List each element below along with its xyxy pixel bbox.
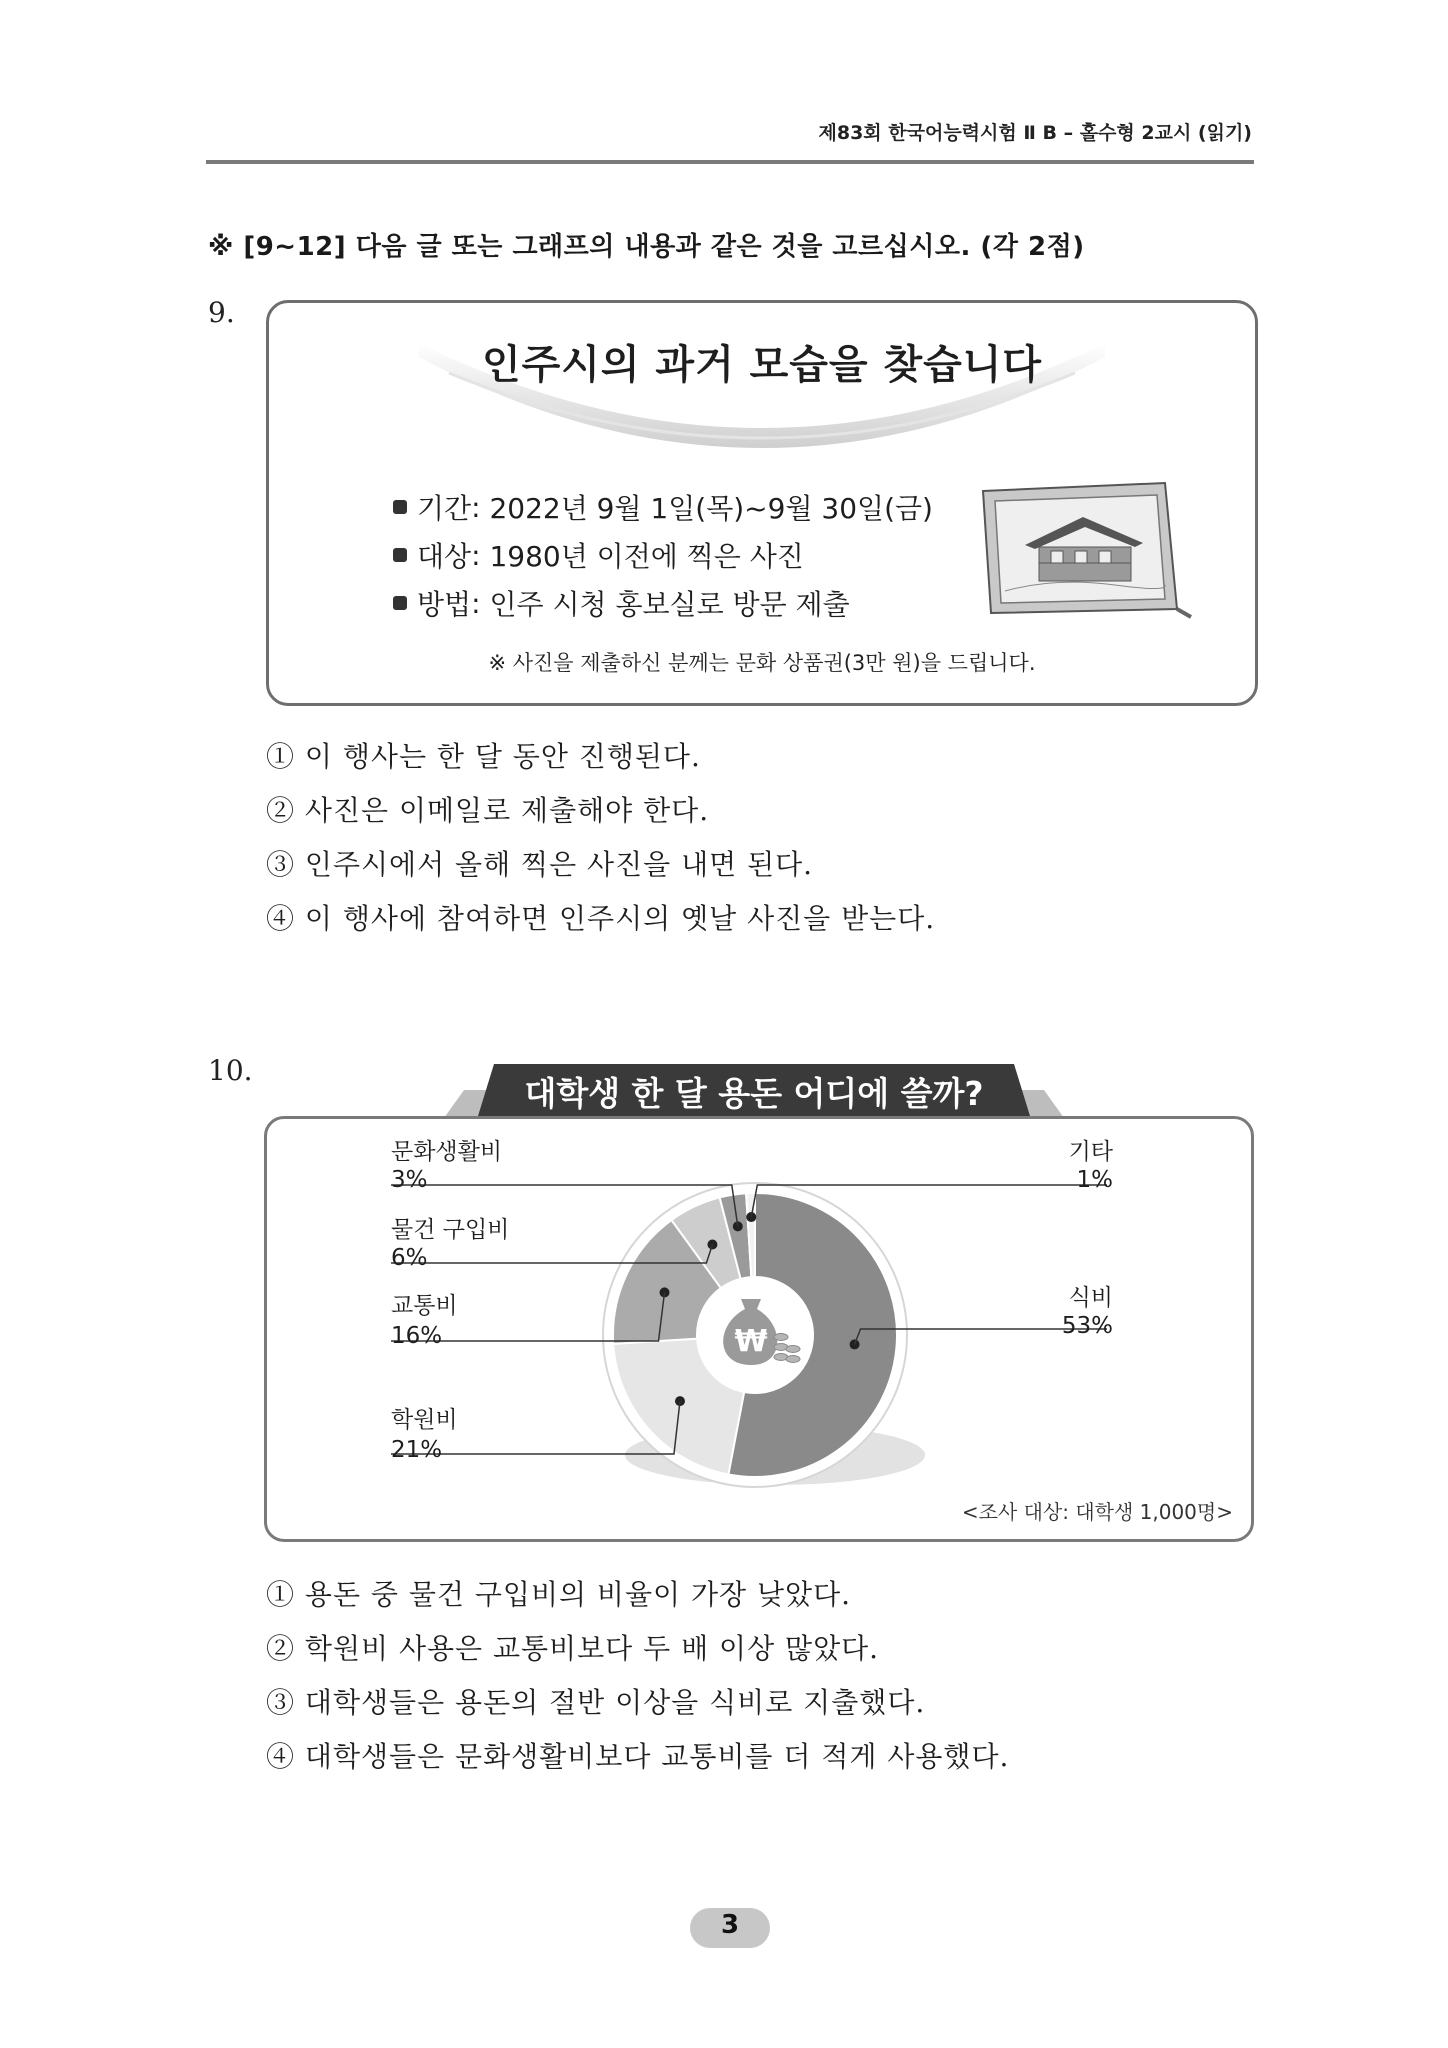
chart-panel: [264, 1116, 1254, 1542]
answer-option[interactable]: ④ 이 행사에 참여하면 인주시의 옛날 사진을 받는다.: [266, 902, 936, 935]
poster-item-label: 기간: [417, 492, 472, 525]
poster-item-value: 인주 시청 홍보실로 방문 제출: [489, 588, 850, 621]
slice-label-percent: 3%: [391, 1167, 428, 1193]
q10-options: [266, 1568, 1009, 1784]
header-divider: [206, 160, 1254, 164]
q9-options: [266, 730, 935, 946]
bullet-icon: [393, 596, 407, 610]
poster-details: [393, 483, 933, 627]
answer-option[interactable]: ③ 인주시에서 올해 찍은 사진을 내면 된다.: [266, 848, 814, 881]
slice-label-name: 물건 구입비: [391, 1217, 510, 1243]
slice-label-percent: 1%: [1076, 1167, 1113, 1193]
answer-option[interactable]: ④ 대학생들은 문화생활비보다 교통비를 더 적게 사용했다.: [266, 1740, 1010, 1773]
leader-dot-0: [850, 1339, 860, 1349]
question-9-number: 9.: [208, 296, 235, 329]
poster-item-period: 기간 : 2022년 9월 1일(목)~9월 30일(금): [393, 483, 933, 531]
answer-option[interactable]: ① 이 행사는 한 달 동안 진행된다.: [266, 740, 701, 773]
answer-option[interactable]: ② 학원비 사용은 교통비보다 두 배 이상 많았다.: [266, 1632, 880, 1665]
poster-item-label: 대상: [417, 540, 472, 573]
slice-label-percent: 6%: [391, 1245, 428, 1271]
poster-item-method: 방법 : 인주 시청 홍보실로 방문 제출: [393, 579, 933, 627]
slice-label-name: 문화생활비: [391, 1139, 503, 1165]
exam-header: 제83회 한국어능력시험 Ⅱ B – 홀수형 2교시 (읽기): [818, 122, 1252, 144]
section-instruction: ※ [9~12] 다음 글 또는 그래프의 내용과 같은 것을 고르십시오. (각 2점): [208, 232, 1085, 262]
framed-photo-icon: [965, 471, 1195, 621]
answer-option[interactable]: ① 용돈 중 물건 구입비의 비율이 가장 낮았다.: [266, 1578, 852, 1611]
question-10-number: 10.: [208, 1054, 253, 1087]
slice-label-percent: 16%: [391, 1323, 443, 1349]
bullet-icon: [393, 548, 407, 562]
slice-label-name: 식비: [1068, 1285, 1113, 1311]
poster-item-value: 1980년 이전에 찍은 사진: [489, 540, 804, 573]
answer-option[interactable]: ② 사진은 이메일로 제출해야 한다.: [266, 794, 710, 827]
survey-note: <조사 대상: 대학생 1,000명>: [961, 1500, 1233, 1524]
answer-option[interactable]: ③ 대학생들은 용돈의 절반 이상을 식비로 지출했다.: [266, 1686, 926, 1719]
poster-item-target: 대상 : 1980년 이전에 찍은 사진: [393, 531, 933, 579]
chart-title: 대학생 한 달 용돈 어디에 쓸까?: [524, 1074, 984, 1113]
poster-note: ※ 사진을 제출하신 분께는 문화 상품권(3만 원)을 드립니다.: [488, 651, 1036, 675]
poster-title: 인주시의 과거 모습을 찾습니다: [481, 342, 1043, 388]
svg-text:₩: ₩: [734, 1324, 768, 1359]
slice-label-percent: 53%: [1061, 1313, 1113, 1339]
slice-label-name: 학원비: [391, 1407, 458, 1433]
q9-poster: [266, 300, 1258, 706]
slice-label-name: 기타: [1068, 1139, 1113, 1165]
poster-item-label: 방법: [417, 588, 472, 621]
poster-item-value: 2022년 9월 1일(목)~9월 30일(금): [489, 492, 933, 525]
bullet-icon: [393, 500, 407, 514]
page-number: 3: [720, 1910, 740, 1940]
slice-label-percent: 21%: [391, 1437, 443, 1463]
slice-label-name: 교통비: [391, 1293, 458, 1319]
